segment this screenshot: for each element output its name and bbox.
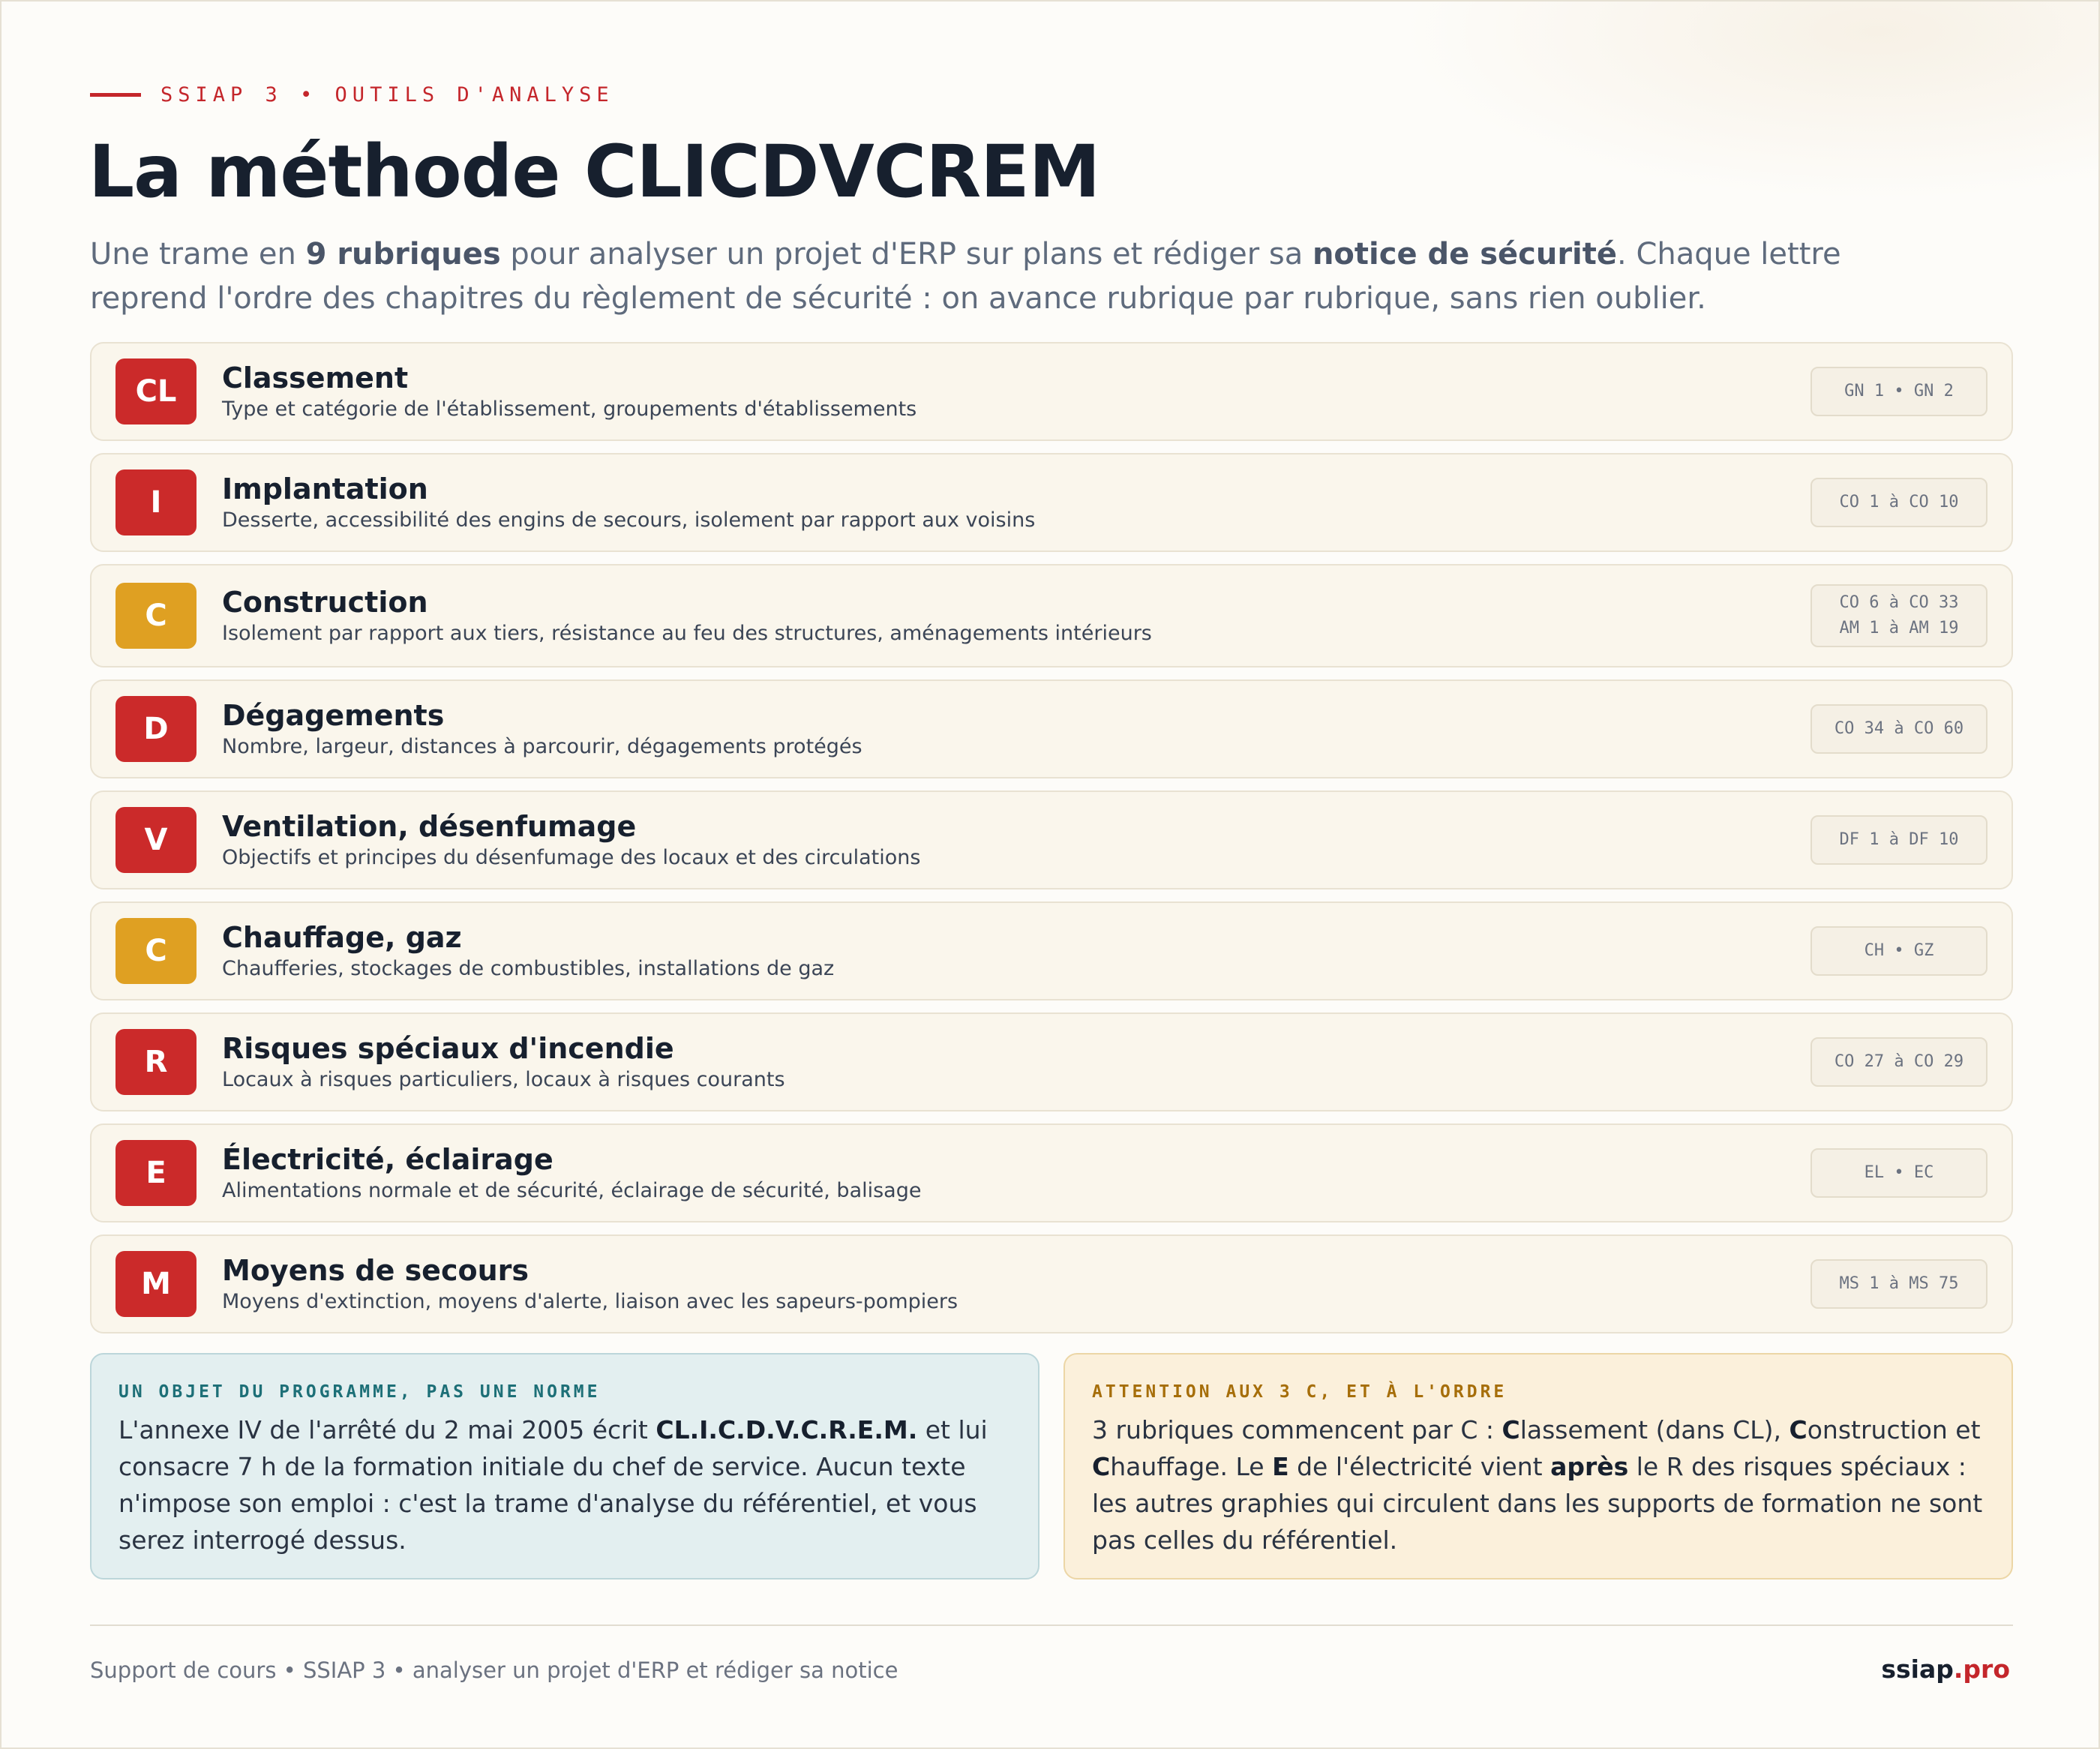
rubrique-row-ventilation: [90, 790, 2013, 890]
rubrique-badge: E: [116, 1140, 196, 1206]
rubrique-row-classement: [90, 342, 2013, 441]
rubrique-row-chauffage: [90, 902, 2013, 1000]
rubrique-text: [222, 808, 920, 872]
rubrique-text: [222, 1252, 958, 1316]
rubrique-reference: [1810, 1037, 1988, 1087]
brand-name: ssiap: [1881, 1654, 1954, 1684]
eyebrow-text: SSIAP 3 • OUTILS D'ANALYSE: [160, 82, 614, 106]
rubrique-badge: V: [116, 807, 196, 873]
rubrique-badge: C: [116, 918, 196, 984]
callout-body: [1092, 1412, 1984, 1558]
rubrique-reference: [1810, 926, 1988, 976]
reference-line: CO 34 à CO 60: [1834, 719, 1964, 738]
callout-text: hauffage. Le: [1110, 1452, 1273, 1481]
rubrique-row-risques: [90, 1012, 2013, 1112]
rubrique-row-degagements: [90, 680, 2013, 778]
callout-body: [118, 1412, 1011, 1558]
callout-bold: C: [1789, 1415, 1808, 1444]
rubrique-reference: [1810, 478, 1988, 527]
intro-paragraph: [90, 232, 1875, 321]
callout-bold: E: [1272, 1452, 1289, 1481]
rubrique-reference: [1810, 815, 1988, 865]
rubrique-badge: C: [116, 583, 196, 649]
intro-bold-notice: notice de sécurité: [1312, 237, 1618, 272]
callout-objet-programme: [90, 1353, 1040, 1580]
rubrique-text: [222, 698, 862, 760]
reference-line: AM 1 à AM 19: [1839, 619, 1959, 638]
callout-bold: C: [1092, 1452, 1111, 1481]
callout-text: onstruction et: [1807, 1415, 1981, 1444]
rubrique-description: Moyens d'extinction, moyens d'alerte, liaison avec les sapeurs-pompiers: [222, 1290, 958, 1313]
rubrique-text: [222, 1142, 921, 1204]
rubrique-badge: CL: [116, 358, 196, 424]
rubrique-description: Objectifs et principes du désenfumage des locaux et des circulations: [222, 846, 921, 869]
rubrique-text: [222, 584, 1152, 647]
brand-tld: .pro: [1953, 1654, 2010, 1684]
rubrique-badge: R: [116, 1029, 196, 1095]
rubrique-description: Nombre, largeur, distances à parcourir, dégagements protégés: [222, 735, 862, 758]
rubrique-badge: D: [116, 696, 196, 762]
eyebrow: [90, 80, 614, 110]
intro-text-2: pour analyser un projet d'ERP sur plans et rédiger sa: [500, 237, 1312, 272]
reference-line: CH • GZ: [1864, 941, 1934, 960]
eyebrow-rule: [90, 93, 141, 97]
intro-bold-rubriques: 9 rubriques: [305, 237, 501, 272]
rubrique-title: Classement: [222, 362, 409, 394]
rubrique-title: Construction: [222, 586, 428, 619]
rubrique-description: Desserte, accessibilité des engins de secours, isolement par rapport aux voisins: [222, 508, 1036, 532]
reference-line: EL • EC: [1864, 1163, 1934, 1182]
rubrique-description: Locaux à risques particuliers, locaux à risques courants: [222, 1068, 785, 1091]
rubrique-description: Isolement par rapport aux tiers, résistance au feu des structures, aménagements intérieurs: [222, 622, 1152, 645]
callout-bold: C: [1502, 1415, 1520, 1444]
rubrique-text: [222, 920, 834, 982]
rubrique-text: [222, 471, 1035, 534]
page-title: La méthode CLICDVCREM: [88, 130, 1100, 214]
rubrique-reference: [1810, 704, 1988, 754]
rubrique-title: Implantation: [222, 472, 428, 506]
rubrique-reference: [1810, 367, 1988, 416]
rubrique-text: [222, 360, 916, 423]
rubrique-title: Dégagements: [222, 699, 445, 732]
reference-line: CO 6 à CO 33: [1839, 593, 1959, 612]
callout-label: UN OBJET DU PROGRAMME, PAS UNE NORME: [118, 1382, 601, 1402]
rubrique-reference: [1810, 584, 1988, 647]
reference-line: GN 1 • GN 2: [1844, 382, 1954, 400]
callout-label: ATTENTION AUX 3 C, ET À L'ORDRE: [1092, 1382, 1508, 1402]
footer-brand: [1881, 1654, 2010, 1684]
rubrique-title: Risques spéciaux d'incendie: [222, 1032, 674, 1065]
rubrique-row-electricite: [90, 1124, 2013, 1222]
reference-line: CO 27 à CO 29: [1834, 1052, 1964, 1071]
rubrique-row-construction: [90, 564, 2013, 668]
callout-text: de l'électricité vient: [1288, 1452, 1551, 1481]
rubrique-row-moyens-secours: [90, 1234, 2013, 1334]
reference-line: CO 1 à CO 10: [1839, 493, 1959, 512]
rubrique-title: Chauffage, gaz: [222, 921, 462, 954]
rubrique-description: Type et catégorie de l'établissement, groupements d'établissements: [222, 398, 917, 421]
footer-caption: Support de cours • SSIAP 3 • analyser un projet d'ERP et rédiger sa notice: [90, 1658, 898, 1683]
callout-text: lassement (dans CL),: [1520, 1415, 1790, 1444]
intro-text-3: . Chaque lettre reprend l'ordre des chapitres du règlement de sécurité : on avance rubrique par rubrique, sans rien oublier.: [90, 237, 1841, 316]
callout-bold: après: [1550, 1452, 1629, 1481]
footer-divider: [90, 1624, 2013, 1626]
rubrique-title: Ventilation, désenfumage: [222, 810, 637, 843]
callout-attention-3c: [1064, 1353, 2013, 1580]
reference-line: MS 1 à MS 75: [1839, 1274, 1959, 1293]
rubrique-row-implantation: [90, 453, 2013, 552]
callout-bold: CL.I.C.D.V.C.R.E.M.: [656, 1415, 918, 1444]
callout-text: et lui consacre 7 h de la formation initiale du chef de service. Aucun texte n'impose son emploi : c'est la trame d'analyse du référentiel, et vous serez interrogé dessus.: [118, 1415, 988, 1555]
intro-text-1: Une trame en: [90, 237, 306, 272]
rubrique-description: Chaufferies, stockages de combustibles, installations de gaz: [222, 957, 835, 980]
rubrique-badge: I: [116, 470, 196, 536]
rubrique-text: [222, 1030, 785, 1094]
rubrique-badge: M: [116, 1251, 196, 1317]
rubrique-reference: [1810, 1259, 1988, 1309]
callout-text: 3 rubriques commencent par C :: [1092, 1415, 1502, 1444]
rubrique-description: Alimentations normale et de sécurité, éclairage de sécurité, balisage: [222, 1179, 922, 1202]
rubrique-reference: [1810, 1148, 1988, 1198]
callout-text: le R des risques spéciaux : les autres graphies qui circulent dans les supports de formation ne sont pas celles du référentiel.: [1092, 1452, 1983, 1555]
callout-text: L'annexe IV de l'arrêté du 2 mai 2005 écrit: [118, 1415, 656, 1444]
rubrique-title: Moyens de secours: [222, 1254, 530, 1287]
rubrique-title: Électricité, éclairage: [222, 1143, 554, 1176]
rubriques-list: [90, 342, 2013, 1346]
reference-line: DF 1 à DF 10: [1839, 830, 1959, 849]
